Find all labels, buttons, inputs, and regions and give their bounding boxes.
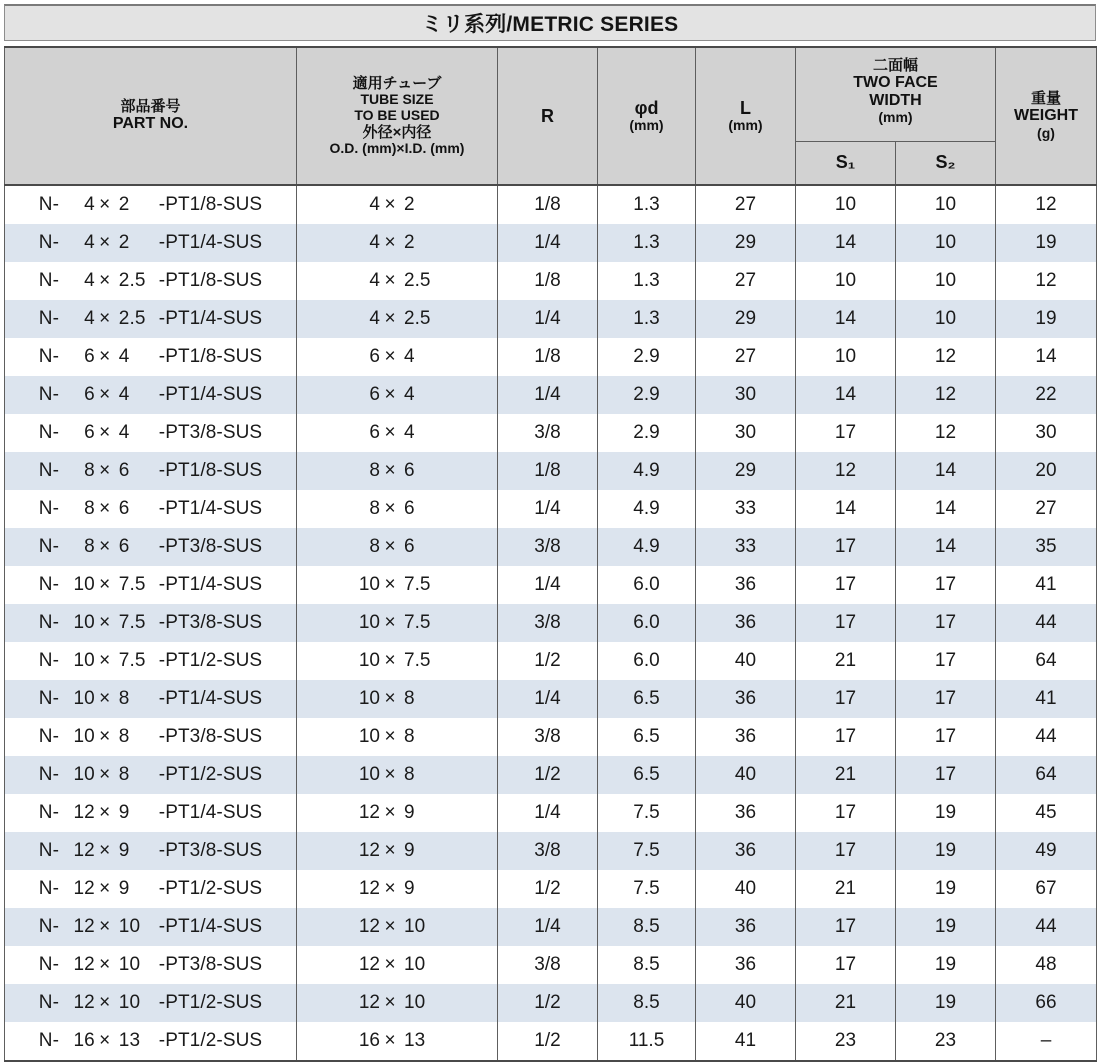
phi-d-label: φd [634,97,659,118]
cell-phi-d: 1.3 [598,262,696,300]
cell-weight: 20 [996,452,1097,490]
cell-l: 36 [696,832,796,870]
table-title-bar [4,4,1096,41]
col-header-s1 [796,142,896,186]
cell-r: 1/2 [498,756,598,794]
cell-part-no: N- 12 × 10 -PT3/8-SUS [5,946,297,984]
cell-s1: 10 [796,262,896,300]
cell-l: 40 [696,870,796,908]
table-row [5,185,1097,224]
cell-phi-d: 1.3 [598,224,696,262]
cell-tube-size: 16 × 13 [297,1022,498,1061]
col-header-phi-d [598,47,696,185]
cell-r: 1/4 [498,794,598,832]
cell-s1: 21 [796,756,896,794]
cell-weight: – [996,1022,1097,1061]
cell-s2: 12 [896,414,996,452]
cell-l: 36 [696,946,796,984]
phi-d-unit: (mm) [629,117,664,134]
cell-weight: 44 [996,908,1097,946]
cell-l: 36 [696,566,796,604]
cell-s2: 14 [896,490,996,528]
cell-r: 1/8 [498,262,598,300]
cell-part-no: N- 6 × 4 -PT1/8-SUS [5,338,297,376]
part-no-en: PART NO. [112,115,189,133]
cell-s1: 17 [796,414,896,452]
cell-part-no: N- 6 × 4 -PT3/8-SUS [5,414,297,452]
tube-size-en2: TO BE USED [354,107,440,124]
cell-s1: 14 [796,300,896,338]
cell-s2: 19 [896,984,996,1022]
l-unit: (mm) [728,117,763,134]
cell-r: 1/4 [498,908,598,946]
col-header-weight [996,47,1097,185]
cell-s2: 19 [896,908,996,946]
cell-part-no: N- 10 × 8 -PT1/2-SUS [5,756,297,794]
cell-s2: 14 [896,452,996,490]
cell-r: 1/4 [498,566,598,604]
table-row [5,946,1097,984]
cell-r: 1/4 [498,224,598,262]
cell-phi-d: 7.5 [598,870,696,908]
cell-r: 1/4 [498,300,598,338]
cell-s1: 21 [796,870,896,908]
tube-size-en1: TUBE SIZE [360,91,434,108]
table-row [5,1022,1097,1061]
cell-weight: 44 [996,718,1097,756]
cell-tube-size: 8 × 6 [297,452,498,490]
cell-r: 3/8 [498,414,598,452]
cell-r: 1/4 [498,490,598,528]
table-row [5,338,1097,376]
cell-l: 40 [696,756,796,794]
cell-tube-size: 12 × 10 [297,908,498,946]
s1-label: S₁ [835,152,856,173]
cell-tube-size: 8 × 6 [297,528,498,566]
cell-phi-d: 2.9 [598,376,696,414]
cell-s2: 17 [896,718,996,756]
cell-r: 1/4 [498,376,598,414]
cell-r: 1/2 [498,870,598,908]
cell-part-no: N- 12 × 9 -PT3/8-SUS [5,832,297,870]
cell-phi-d: 6.0 [598,604,696,642]
cell-weight: 12 [996,185,1097,224]
cell-tube-size: 12 × 9 [297,832,498,870]
cell-r: 1/4 [498,680,598,718]
cell-weight: 14 [996,338,1097,376]
cell-weight: 27 [996,490,1097,528]
cell-s1: 14 [796,224,896,262]
spec-table-wrapper [4,46,1096,1062]
cell-weight: 64 [996,642,1097,680]
table-row [5,794,1097,832]
cell-r: 1/2 [498,984,598,1022]
r-label: R [541,105,554,126]
cell-weight: 45 [996,794,1097,832]
table-row [5,414,1097,452]
cell-tube-size: 12 × 9 [297,870,498,908]
cell-tube-size: 12 × 10 [297,984,498,1022]
cell-l: 40 [696,642,796,680]
cell-s1: 23 [796,1022,896,1061]
cell-s2: 17 [896,642,996,680]
cell-l: 30 [696,376,796,414]
cell-s2: 17 [896,680,996,718]
cell-phi-d: 2.9 [598,338,696,376]
cell-l: 36 [696,718,796,756]
cell-tube-size: 10 × 8 [297,756,498,794]
col-header-two-face-width [796,47,996,142]
table-row [5,452,1097,490]
cell-l: 29 [696,224,796,262]
cell-s2: 19 [896,946,996,984]
table-row [5,262,1097,300]
table-row [5,718,1097,756]
table-row [5,870,1097,908]
table-row [5,604,1097,642]
cell-part-no: N- 8 × 6 -PT3/8-SUS [5,528,297,566]
cell-tube-size: 4 × 2 [297,185,498,224]
cell-weight: 64 [996,756,1097,794]
cell-tube-size: 12 × 10 [297,946,498,984]
cell-phi-d: 6.5 [598,756,696,794]
cell-weight: 49 [996,832,1097,870]
cell-s2: 17 [896,604,996,642]
cell-l: 36 [696,680,796,718]
cell-l: 41 [696,1022,796,1061]
cell-s2: 10 [896,300,996,338]
cell-r: 3/8 [498,528,598,566]
col-header-tube-size [297,47,498,185]
cell-weight: 35 [996,528,1097,566]
cell-part-no: N- 4 × 2.5 -PT1/4-SUS [5,300,297,338]
two-face-en2: WIDTH [869,92,922,110]
cell-weight: 12 [996,262,1097,300]
cell-s1: 17 [796,680,896,718]
cell-r: 1/8 [498,185,598,224]
two-face-unit: (mm) [878,109,913,126]
cell-tube-size: 10 × 8 [297,718,498,756]
cell-tube-size: 6 × 4 [297,338,498,376]
cell-part-no: N- 10 × 7.5 -PT3/8-SUS [5,604,297,642]
two-face-jp: 二面幅 [872,56,918,74]
cell-l: 30 [696,414,796,452]
cell-tube-size: 6 × 4 [297,376,498,414]
cell-part-no: N- 8 × 6 -PT1/8-SUS [5,452,297,490]
table-row [5,756,1097,794]
cell-l: 33 [696,528,796,566]
table-head [5,47,1097,185]
cell-tube-size: 4 × 2.5 [297,262,498,300]
cell-s2: 10 [896,185,996,224]
col-header-l [696,47,796,185]
cell-tube-size: 10 × 7.5 [297,566,498,604]
cell-phi-d: 6.0 [598,642,696,680]
table-row [5,224,1097,262]
cell-phi-d: 7.5 [598,832,696,870]
cell-phi-d: 6.0 [598,566,696,604]
col-header-s2 [896,142,996,186]
tube-size-en3: O.D. (mm)×I.D. (mm) [329,140,465,157]
cell-l: 33 [696,490,796,528]
cell-s2: 19 [896,794,996,832]
cell-part-no: N- 6 × 4 -PT1/4-SUS [5,376,297,414]
cell-s1: 10 [796,338,896,376]
cell-s1: 14 [796,490,896,528]
cell-s1: 17 [796,794,896,832]
tube-size-jp2: 外径×内径 [362,123,432,141]
cell-s1: 17 [796,832,896,870]
part-no-jp: 部品番号 [120,98,181,116]
table-row [5,376,1097,414]
col-header-r [498,47,598,185]
cell-s1: 17 [796,908,896,946]
weight-en: WEIGHT [1014,107,1078,125]
cell-l: 27 [696,338,796,376]
cell-r: 1/8 [498,452,598,490]
cell-phi-d: 2.9 [598,414,696,452]
cell-phi-d: 8.5 [598,908,696,946]
table-row [5,984,1097,1022]
table-row [5,300,1097,338]
table-row [5,680,1097,718]
cell-s2: 12 [896,376,996,414]
cell-s1: 14 [796,376,896,414]
cell-phi-d: 4.9 [598,452,696,490]
cell-l: 36 [696,604,796,642]
cell-s2: 14 [896,528,996,566]
cell-l: 36 [696,794,796,832]
cell-s2: 12 [896,338,996,376]
cell-tube-size: 4 × 2.5 [297,300,498,338]
cell-phi-d: 7.5 [598,794,696,832]
table-title: ミリ系列/METRIC SERIES [421,13,679,36]
table-row [5,642,1097,680]
cell-part-no: N- 8 × 6 -PT1/4-SUS [5,490,297,528]
cell-part-no: N- 12 × 10 -PT1/2-SUS [5,984,297,1022]
cell-r: 1/2 [498,642,598,680]
cell-phi-d: 1.3 [598,185,696,224]
col-header-part-no [5,47,297,185]
cell-tube-size: 10 × 8 [297,680,498,718]
cell-s2: 10 [896,262,996,300]
spec-table [4,46,1097,1062]
cell-phi-d: 6.5 [598,680,696,718]
cell-s1: 17 [796,528,896,566]
cell-s1: 12 [796,452,896,490]
table-body [5,185,1097,1061]
cell-tube-size: 10 × 7.5 [297,642,498,680]
cell-s1: 21 [796,984,896,1022]
cell-weight: 44 [996,604,1097,642]
cell-s2: 10 [896,224,996,262]
cell-s1: 17 [796,604,896,642]
cell-l: 29 [696,300,796,338]
s2-label: S₂ [935,152,956,173]
cell-tube-size: 4 × 2 [297,224,498,262]
cell-phi-d: 4.9 [598,528,696,566]
table-row [5,490,1097,528]
table-row [5,908,1097,946]
cell-weight: 22 [996,376,1097,414]
cell-part-no: N- 4 × 2 -PT1/8-SUS [5,185,297,224]
cell-part-no: N- 10 × 8 -PT3/8-SUS [5,718,297,756]
cell-phi-d: 6.5 [598,718,696,756]
cell-weight: 19 [996,300,1097,338]
table-row [5,566,1097,604]
cell-tube-size: 10 × 7.5 [297,604,498,642]
cell-r: 3/8 [498,604,598,642]
tube-size-jp: 適用チューブ [352,74,442,92]
cell-weight: 48 [996,946,1097,984]
cell-part-no: N- 10 × 7.5 -PT1/4-SUS [5,566,297,604]
cell-s2: 17 [896,756,996,794]
cell-l: 27 [696,185,796,224]
cell-weight: 66 [996,984,1097,1022]
cell-s1: 17 [796,946,896,984]
cell-l: 27 [696,262,796,300]
cell-weight: 19 [996,224,1097,262]
cell-s2: 23 [896,1022,996,1061]
cell-r: 1/2 [498,1022,598,1061]
cell-s1: 10 [796,185,896,224]
cell-part-no: N- 12 × 9 -PT1/4-SUS [5,794,297,832]
cell-weight: 67 [996,870,1097,908]
cell-part-no: N- 16 × 13 -PT1/2-SUS [5,1022,297,1061]
cell-phi-d: 8.5 [598,984,696,1022]
cell-s2: 19 [896,832,996,870]
cell-phi-d: 1.3 [598,300,696,338]
cell-phi-d: 4.9 [598,490,696,528]
cell-tube-size: 6 × 4 [297,414,498,452]
cell-weight: 41 [996,680,1097,718]
table-row [5,832,1097,870]
cell-r: 3/8 [498,946,598,984]
cell-s2: 17 [896,566,996,604]
cell-l: 36 [696,908,796,946]
cell-part-no: N- 10 × 8 -PT1/4-SUS [5,680,297,718]
cell-phi-d: 11.5 [598,1022,696,1061]
cell-s2: 19 [896,870,996,908]
cell-weight: 41 [996,566,1097,604]
two-face-en1: TWO FACE [853,73,938,91]
cell-part-no: N- 12 × 9 -PT1/2-SUS [5,870,297,908]
weight-jp: 重量 [1030,90,1061,108]
cell-part-no: N- 10 × 7.5 -PT1/2-SUS [5,642,297,680]
cell-s1: 17 [796,718,896,756]
cell-phi-d: 8.5 [598,946,696,984]
table-row [5,528,1097,566]
cell-l: 29 [696,452,796,490]
l-label: L [740,97,751,118]
cell-tube-size: 12 × 9 [297,794,498,832]
cell-part-no: N- 12 × 10 -PT1/4-SUS [5,908,297,946]
cell-part-no: N- 4 × 2.5 -PT1/8-SUS [5,262,297,300]
cell-r: 3/8 [498,718,598,756]
weight-unit: (g) [1037,124,1055,141]
cell-weight: 30 [996,414,1097,452]
cell-r: 3/8 [498,832,598,870]
cell-s1: 17 [796,566,896,604]
cell-r: 1/8 [498,338,598,376]
cell-s1: 21 [796,642,896,680]
cell-tube-size: 8 × 6 [297,490,498,528]
cell-part-no: N- 4 × 2 -PT1/4-SUS [5,224,297,262]
cell-l: 40 [696,984,796,1022]
